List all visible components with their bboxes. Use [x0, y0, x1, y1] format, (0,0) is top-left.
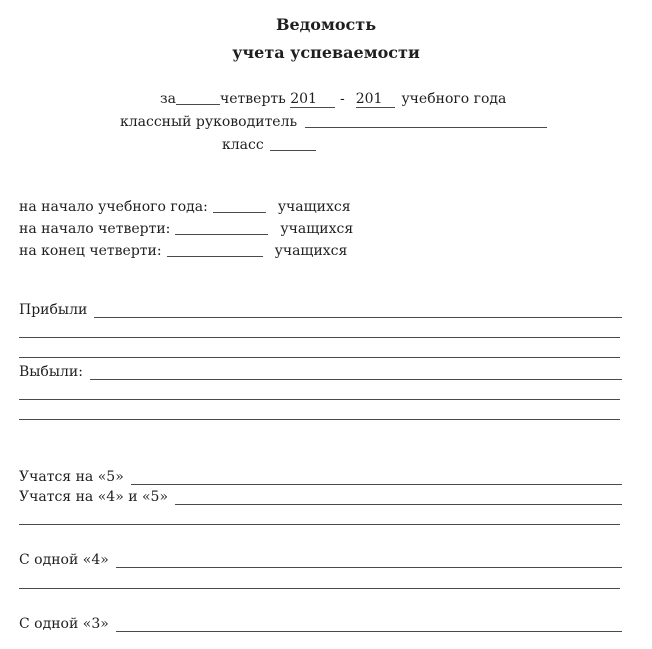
one-three-row — [19, 616, 622, 632]
quarter-label: четверть — [219, 91, 286, 107]
form-title-line2: учета успеваемости — [232, 43, 420, 62]
one-three-label: С одной «3» — [19, 616, 109, 632]
quarter-number-blank — [176, 103, 220, 105]
class-label: класс — [222, 137, 264, 153]
year-dash: - — [339, 91, 345, 107]
four-five-label: Учатся на «4» и «5» — [19, 489, 169, 505]
count-label: на начало четверти: — [19, 221, 171, 237]
count-suffix: учащихся — [277, 199, 351, 215]
count-blank — [175, 233, 268, 235]
departed-blank — [90, 376, 622, 380]
count-label: на конец четверти: — [19, 243, 162, 259]
one-four-blank — [116, 564, 622, 568]
count-row-quarter-end — [19, 243, 347, 259]
one-four-row — [19, 552, 622, 568]
four-five-row — [19, 489, 622, 505]
one-three-blank — [116, 628, 622, 632]
four-five-blank — [175, 501, 622, 505]
five-row — [19, 469, 622, 485]
teacher-label: классный руководитель — [120, 114, 298, 130]
count-row-quarter-start — [19, 221, 353, 237]
teacher-blank — [305, 126, 547, 128]
departed-label: Выбыли: — [19, 364, 83, 380]
form-title-line1: Ведомость — [275, 15, 377, 34]
arrived-blank — [94, 314, 622, 318]
blank-line — [19, 524, 620, 525]
blank-line — [19, 357, 620, 358]
arrived-label: Прибыли — [19, 302, 88, 318]
count-label: на начало учебного года: — [19, 199, 208, 215]
year-end: 201 — [356, 92, 396, 108]
class-row — [222, 137, 316, 153]
count-suffix: учащихся — [280, 221, 354, 237]
count-blank — [167, 255, 263, 257]
blank-line — [19, 419, 620, 420]
blank-line — [19, 588, 620, 589]
count-suffix: учащихся — [274, 243, 348, 259]
one-four-label: С одной «4» — [19, 552, 109, 568]
teacher-row — [120, 114, 547, 130]
class-blank — [270, 149, 316, 151]
five-label: Учатся на «5» — [19, 469, 124, 485]
academic-year-suffix: учебного года — [401, 91, 507, 107]
count-row-year-start — [19, 199, 351, 215]
departed-row — [19, 364, 622, 380]
quarter-line — [160, 91, 506, 108]
quarter-prefix: за — [160, 91, 176, 107]
blank-line — [19, 337, 620, 338]
arrived-row — [19, 302, 622, 318]
year-start: 201 — [290, 92, 335, 108]
five-blank — [131, 481, 622, 485]
blank-line — [19, 399, 620, 400]
count-blank — [213, 211, 266, 213]
